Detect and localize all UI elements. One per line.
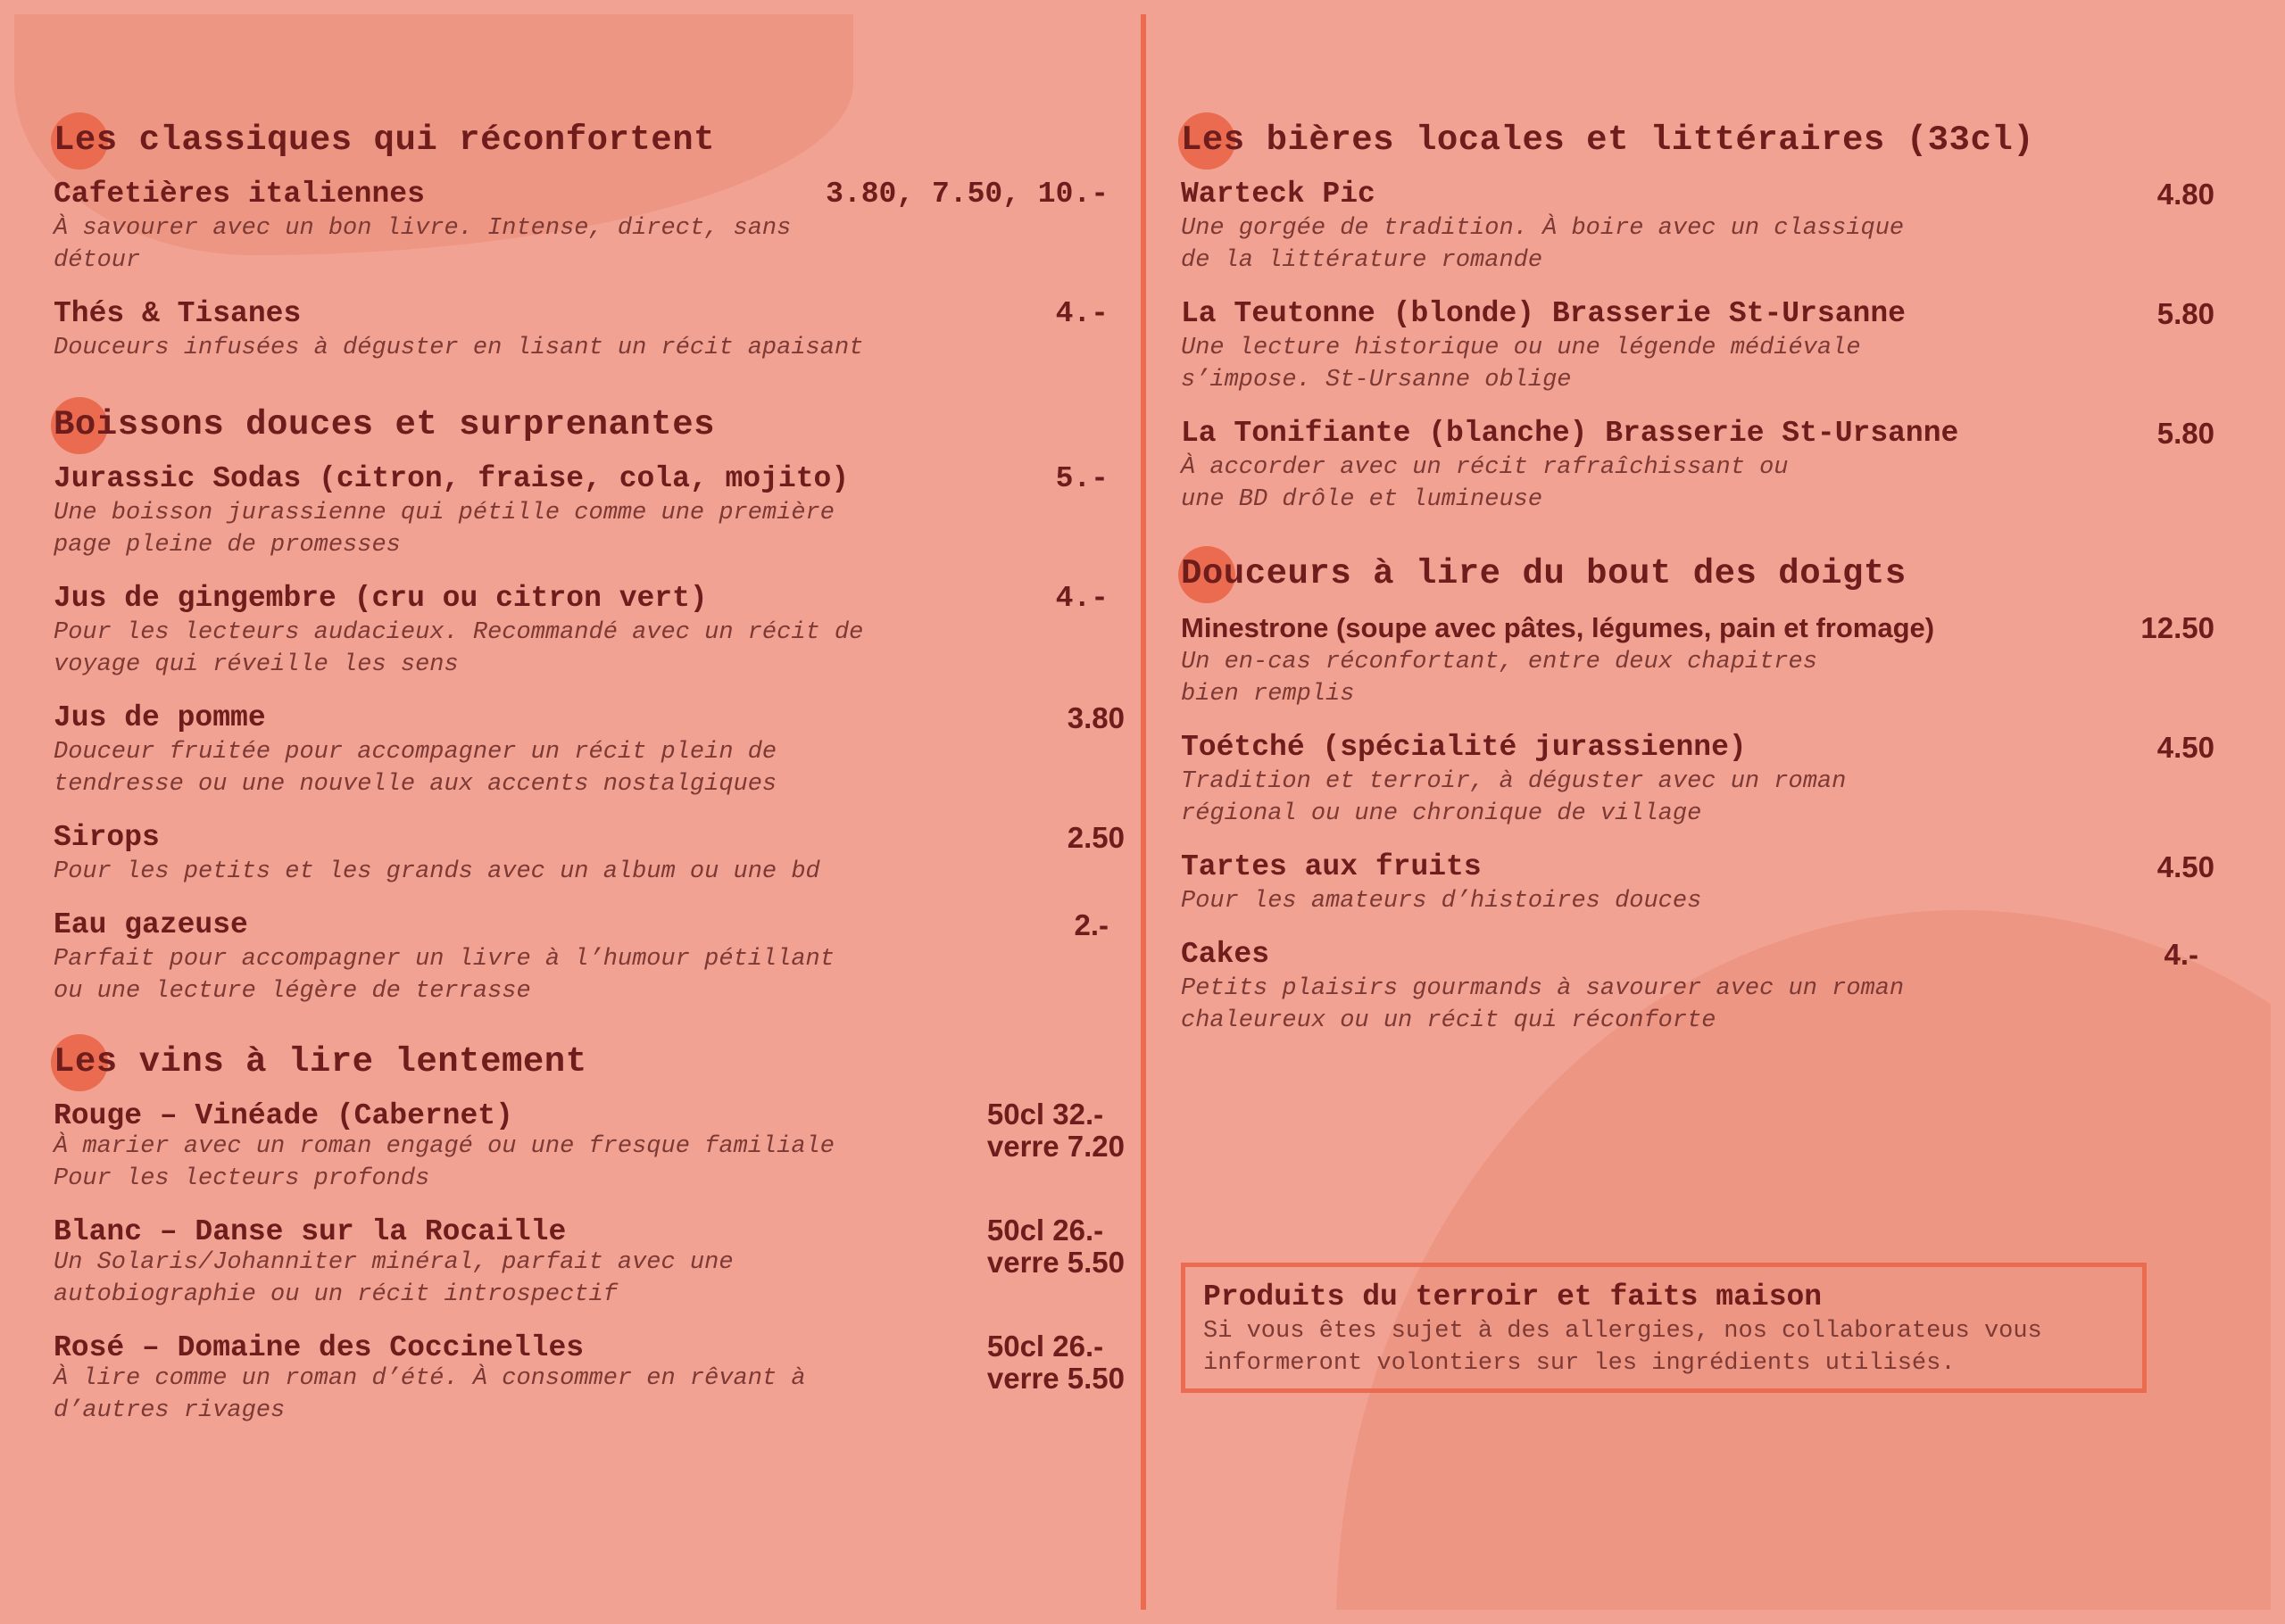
section-title: Boissons douces et surprenantes	[54, 404, 1125, 445]
notice-title: Produits du terroir et faits maison	[1203, 1280, 1823, 1313]
item-name: Blanc – Danse sur la Rocaille	[54, 1215, 567, 1248]
item-description: À savourer avec un bon livre. Intense, direct, sans détour	[54, 215, 792, 274]
item-price: 4.50	[2156, 731, 2214, 764]
menu-item	[54, 907, 1125, 1007]
item-price: 4.80	[2156, 178, 2214, 211]
item-price: 4.-	[1055, 297, 1109, 330]
item-description: Une boisson jurassienne qui pétille comme une première page pleine de promesses	[54, 500, 835, 559]
menu-item	[54, 1098, 1125, 1195]
price-glass: verre 5.50	[986, 1246, 1125, 1279]
item-name: Rouge – Vinéade (Cabernet)	[54, 1099, 513, 1132]
menu-item	[1181, 416, 2216, 516]
item-description: Une lecture historique ou une légende médiévale s’impose. St-Ursanne oblige	[1181, 335, 1861, 394]
menu-item	[54, 461, 1125, 561]
item-price: 3.80	[1067, 701, 1125, 734]
item-description: Un Solaris/Johanniter minéral, parfait avec une autobiographie ou un récit introspectif	[54, 1249, 734, 1308]
price-glass: verre 7.20	[986, 1130, 1125, 1163]
item-price: 2.50	[1067, 821, 1125, 854]
section-title: Douceurs à lire du bout des doigts	[1181, 553, 2216, 594]
column-divider	[1141, 14, 1146, 1610]
item-description: Pour les lecteurs audacieux. Recommandé avec un récit de voyage qui réveille les sens	[54, 619, 864, 678]
item-name: La Tonifiante (blanche) Brasserie St-Ursanne	[1181, 417, 1959, 450]
section-classiques	[54, 120, 1125, 384]
allergy-notice	[1181, 1263, 2147, 1393]
item-price: 5.80	[2156, 417, 2214, 450]
item-price	[987, 1214, 1125, 1279]
item-description: À lire comme un roman d’été. À consommer en rêvant à d’autres rivages	[54, 1365, 806, 1424]
item-price: 3.80, 7.50, 10.-	[826, 178, 1109, 211]
item-price: 5.-	[1055, 462, 1109, 495]
section-title: Les vins à lire lentement	[54, 1041, 1125, 1082]
item-name: Thés & Tisanes	[54, 297, 302, 330]
item-price: 12.50	[2140, 611, 2214, 644]
item-description: Tradition et terroir, à déguster avec un roman régional ou une chronique de village	[1181, 768, 1847, 827]
item-price: 4.-	[2164, 938, 2198, 971]
item-name: Jurassic Sodas (citron, fraise, cola, mojito)	[54, 462, 850, 495]
item-name: Eau gazeuse	[54, 908, 248, 941]
menu-item	[54, 581, 1125, 681]
price-glass: verre 5.50	[986, 1362, 1125, 1395]
item-description: À accorder avec un récit rafraîchissant ou une BD drôle et lumineuse	[1181, 454, 1789, 513]
item-name: Tartes aux fruits	[1181, 850, 1482, 883]
section-title: Les classiques qui réconfortent	[54, 120, 1125, 161]
menu-item	[1181, 296, 2216, 396]
item-description: Une gorgée de tradition. À boire avec un classique de la littérature romande	[1181, 215, 1905, 274]
price-bottle: 50cl 32.-	[986, 1098, 1104, 1131]
menu-item	[1181, 730, 2216, 830]
item-price: 4.-	[1055, 582, 1109, 615]
item-name: Toétché (spécialité jurassienne)	[1181, 731, 1747, 764]
menu-item	[54, 700, 1125, 800]
item-name: Jus de pomme	[54, 701, 266, 734]
item-name: Warteck Pic	[1181, 178, 1375, 211]
menu-item	[54, 820, 1125, 888]
item-description: Un en-cas réconfortant, entre deux chapitres bien remplis	[1181, 649, 1817, 708]
item-description: Pour les amateurs d’histoires douces	[1181, 888, 1702, 915]
section-bieres	[1181, 120, 2216, 535]
section-douceurs	[1181, 553, 2216, 1056]
notice-text: Si vous êtes sujet à des allergies, nos collaborateus vous informeront volontiers sur les ingrédients utilisés.	[1203, 1318, 2042, 1377]
menu-item	[1181, 177, 2216, 277]
menu-item	[1181, 849, 2216, 917]
item-price: 4.50	[2156, 850, 2214, 883]
item-price	[987, 1330, 1125, 1395]
item-description: Petits plaisirs gourmands à savourer avec un roman chaleureux ou un récit qui réconforte	[1181, 975, 1905, 1034]
price-bottle: 50cl 26.-	[986, 1330, 1104, 1363]
menu-item	[1181, 937, 2216, 1037]
item-name: Rosé – Domaine des Coccinelles	[54, 1331, 585, 1364]
section-vins	[54, 1041, 1125, 1446]
section-boissons	[54, 404, 1125, 1027]
item-price: 5.80	[2156, 297, 2214, 330]
item-price: 2.-	[1074, 908, 1109, 941]
item-description: À marier avec un roman engagé ou une fresque familiale Pour les lecteurs profonds	[54, 1133, 835, 1192]
item-description: Pour les petits et les grands avec un album ou une bd	[54, 858, 820, 885]
menu-item	[54, 1330, 1125, 1427]
item-name: La Teutonne (blonde) Brasserie St-Ursanne	[1181, 297, 1906, 330]
item-description: Douceur fruitée pour accompagner un récit plein de tendresse ou une nouvelle aux accents nostalgiques	[54, 739, 777, 798]
item-name: Cafetières italiennes	[54, 178, 425, 211]
price-bottle: 50cl 26.-	[986, 1214, 1104, 1247]
menu-item	[1181, 610, 2216, 710]
item-price	[987, 1098, 1125, 1163]
menu-item	[54, 296, 1125, 364]
menu-item	[54, 1214, 1125, 1311]
item-description: Douceurs infusées à déguster en lisant un récit apaisant	[54, 335, 864, 361]
item-name: Cakes	[1181, 938, 1270, 971]
section-title: Les bières locales et littéraires (33cl)	[1181, 120, 2216, 161]
menu-item	[54, 177, 1125, 277]
item-description: Parfait pour accompagner un livre à l’humour pétillant ou une lecture légère de terrasse	[54, 946, 835, 1005]
item-name: Sirops	[54, 821, 160, 854]
item-name: Minestrone (soupe avec pâtes, légumes, pain et fromage)	[1181, 612, 1935, 643]
item-name: Jus de gingembre (cru ou citron vert)	[54, 582, 708, 615]
